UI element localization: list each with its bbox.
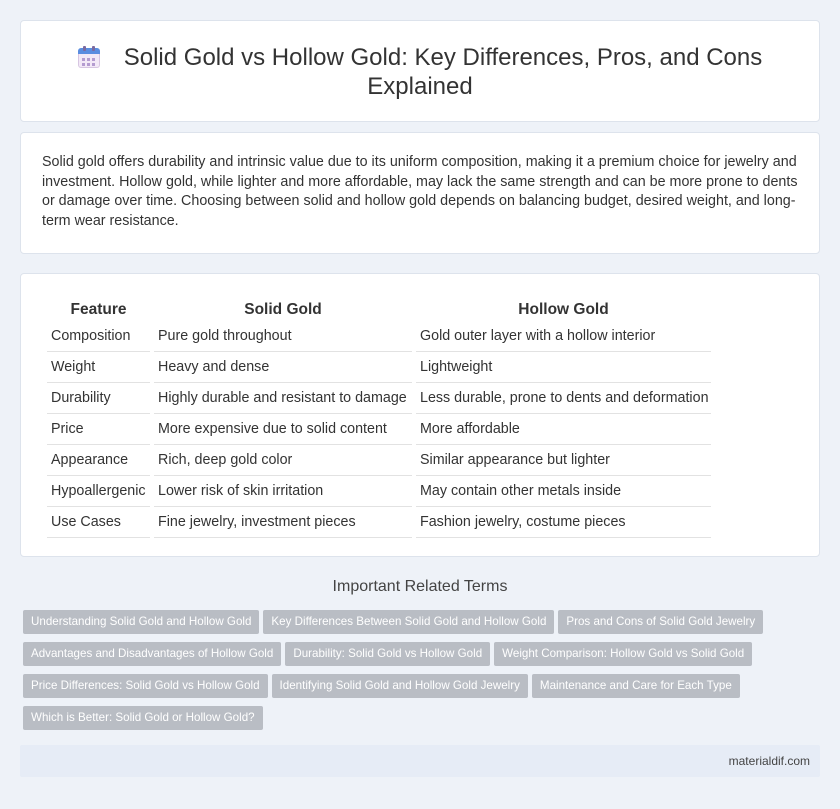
header-hollow-gold: Hollow Gold [518, 300, 609, 318]
feature-cell: Use Cases [47, 507, 150, 538]
related-terms-list [23, 610, 813, 738]
solid-cell: Rich, deep gold color [154, 445, 412, 476]
hollow-cell: Similar appearance but lighter [416, 445, 711, 476]
table-row [47, 321, 711, 352]
solid-cell: More expensive due to solid content [154, 414, 412, 445]
related-term-tag[interactable]: Durability: Solid Gold vs Hollow Gold [285, 642, 490, 666]
solid-cell: Fine jewelry, investment pieces [154, 507, 412, 538]
related-term-tag[interactable]: Identifying Solid Gold and Hollow Gold Jewelry [272, 674, 528, 698]
comparison-card [20, 273, 820, 557]
table-header-row [47, 294, 711, 321]
hollow-cell: Gold outer layer with a hollow interior [416, 321, 711, 352]
feature-cell: Appearance [47, 445, 150, 476]
table-row [47, 507, 711, 538]
footer-site-link[interactable]: materialdif.com [728, 754, 810, 768]
hollow-cell: Fashion jewelry, costume pieces [416, 507, 711, 538]
solid-cell: Heavy and dense [154, 352, 412, 383]
solid-cell: Highly durable and resistant to damage [154, 383, 412, 414]
solid-cell: Pure gold throughout [154, 321, 412, 352]
related-term-tag[interactable]: Maintenance and Care for Each Type [532, 674, 740, 698]
page-title [61, 43, 779, 101]
related-term-tag[interactable]: Understanding Solid Gold and Hollow Gold [23, 610, 259, 634]
table-row [47, 352, 711, 383]
related-term-tag[interactable]: Pros and Cons of Solid Gold Jewelry [558, 610, 763, 634]
page-title-line2: Explained [367, 73, 473, 100]
hollow-cell: More affordable [416, 414, 711, 445]
feature-cell: Hypoallergenic [47, 476, 150, 507]
feature-cell: Composition [47, 321, 150, 352]
table-row [47, 414, 711, 445]
hollow-cell: May contain other metals inside [416, 476, 711, 507]
footer [20, 745, 820, 777]
feature-cell: Durability [47, 383, 150, 414]
intro-card [20, 132, 820, 254]
table-row [47, 383, 711, 414]
header-solid-gold: Solid Gold [244, 300, 322, 318]
page-title-line1: Solid Gold vs Hollow Gold: Key Differences, Pros, and Cons [123, 44, 763, 71]
solid-cell: Lower risk of skin irritation [154, 476, 412, 507]
header-card [20, 20, 820, 122]
comparison-table [43, 294, 715, 538]
hollow-cell: Less durable, prone to dents and deformation [416, 383, 711, 414]
feature-cell: Weight [47, 352, 150, 383]
related-term-tag[interactable]: Weight Comparison: Hollow Gold vs Solid Gold [494, 642, 752, 666]
related-term-tag[interactable]: Price Differences: Solid Gold vs Hollow Gold [23, 674, 268, 698]
related-term-tag[interactable]: Which is Better: Solid Gold or Hollow Gold? [23, 706, 263, 730]
header-feature: Feature [70, 300, 127, 318]
related-terms-title: Important Related Terms [332, 578, 508, 595]
table-row [47, 445, 711, 476]
table-row [47, 476, 711, 507]
hollow-cell: Lightweight [416, 352, 711, 383]
feature-cell: Price [47, 414, 150, 445]
calendar-icon [78, 46, 100, 68]
intro-paragraph: Solid gold offers durability and intrinsic value due to its uniform composition, making it a premium choice for jewelry and investment. Hollow gold, while lighter and more affordable, may lack the same strength and can be more prone to dents or damage over time. Choosing between solid and hollow gold depends on balancing budget, desired weight, and long-term wear resistance. [42, 154, 798, 229]
related-term-tag[interactable]: Advantages and Disadvantages of Hollow Gold [23, 642, 281, 666]
related-term-tag[interactable]: Key Differences Between Solid Gold and Hollow Gold [263, 610, 554, 634]
